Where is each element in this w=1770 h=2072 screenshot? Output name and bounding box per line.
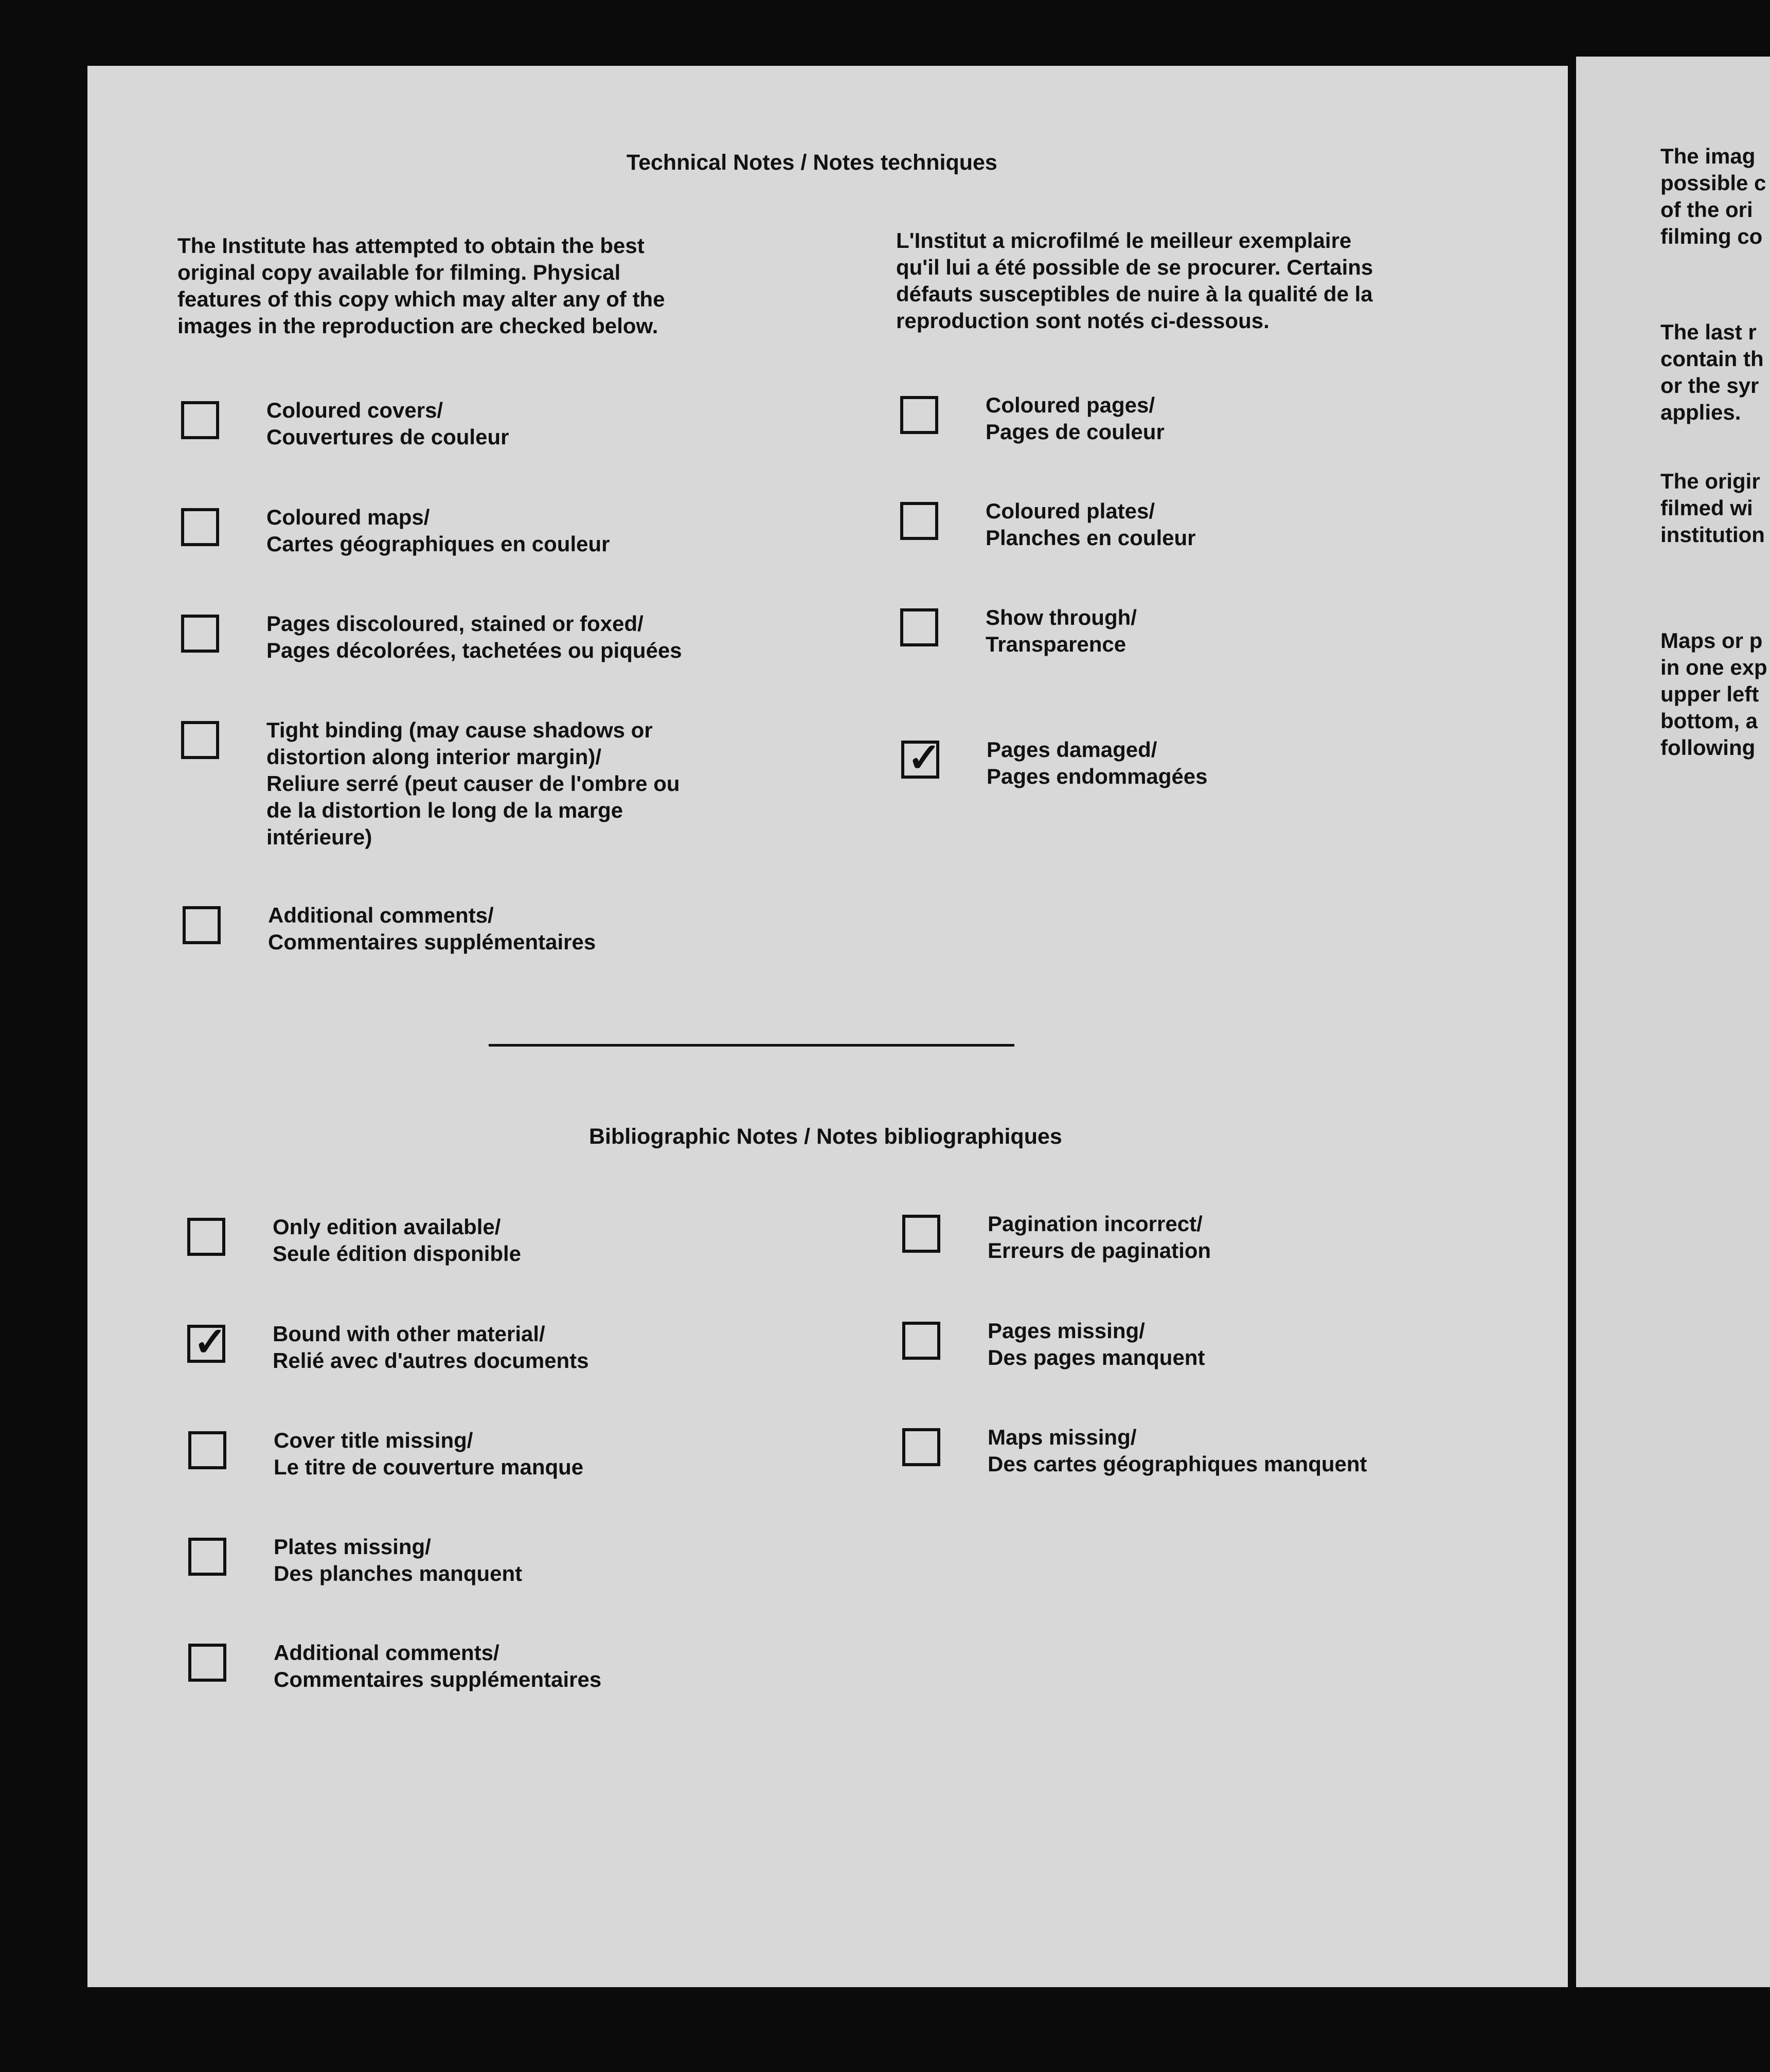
checkbox[interactable]: [900, 502, 938, 540]
item-label: Plates missing/ Des planches manquent: [274, 1535, 523, 1585]
technical-notes-sheet: [87, 66, 1568, 1987]
item-label: Only edition available/ Seule édition disponible: [273, 1215, 522, 1266]
item-label: Additional comments/ Commentaires supplémentaires: [268, 903, 596, 954]
item-label: Pages missing/ Des pages manquent: [988, 1319, 1205, 1370]
item-label: Coloured pages/ Pages de couleur: [986, 393, 1165, 444]
item-label: Additional comments/ Commentaires supplémentaires: [274, 1641, 602, 1691]
next-page-paragraph: Maps or p in one exp upper left bottom, a following: [1660, 628, 1767, 760]
intro-en-line: The Institute has attempted to obtain the best: [177, 233, 645, 258]
checkbox[interactable]: [902, 1322, 940, 1360]
technical-notes-heading: Technical Notes / Notes techniques: [627, 150, 997, 175]
intro-french: [896, 227, 1373, 334]
item-label: Coloured covers/ Couvertures de couleur: [266, 398, 509, 449]
item-label: Bound with other material/ Relié avec d'autres documents: [273, 1322, 589, 1373]
checkbox[interactable]: [188, 1644, 226, 1682]
checkbox[interactable]: [187, 1218, 225, 1256]
check-mark-icon: ✓: [907, 735, 941, 780]
checkbox[interactable]: [181, 615, 219, 653]
intro-fr-line: défauts susceptibles de nuire à la qualité de la: [896, 282, 1373, 306]
next-page-paragraph: The last r contain th or the syr applies.: [1660, 320, 1764, 424]
item-label: Pages damaged/ Pages endommagées: [987, 737, 1208, 788]
checkbox[interactable]: [900, 396, 938, 434]
checkbox-checked[interactable]: [187, 1319, 227, 1364]
intro-en-line: features of this copy which may alter any of the: [177, 287, 665, 311]
checkbox-checked[interactable]: [901, 735, 941, 780]
item-label: Show through/ Transparence: [986, 605, 1137, 656]
intro-fr-line: qu'il lui a été possible de se procurer. Certains: [896, 255, 1373, 279]
intro-fr-line: reproduction sont notés ci-dessous.: [896, 309, 1270, 333]
checkbox[interactable]: [181, 401, 219, 439]
checkbox[interactable]: [183, 906, 221, 944]
item-label: Coloured plates/ Planches en couleur: [986, 499, 1196, 550]
item-label: Tight binding (may cause shadows or distortion along interior margin)/ Reliure serré (peut causer de l'ombre ou de la distortion le long de la marge intérieure): [266, 718, 680, 849]
next-page-paragraph: The origir filmed wi institution: [1660, 469, 1765, 547]
item-label: Coloured maps/ Cartes géographiques en couleur: [266, 505, 610, 556]
section-divider: [489, 1044, 1014, 1047]
intro-fr-line: L'Institut a microfilmé le meilleur exemplaire: [896, 228, 1352, 253]
intro-en-line: images in the reproduction are checked below.: [177, 314, 658, 338]
next-page-paragraph: The imag possible c of the ori filming co: [1660, 144, 1766, 248]
intro-english: [177, 232, 665, 339]
item-label: Cover title missing/ Le titre de couverture manque: [274, 1428, 584, 1479]
checkbox[interactable]: [188, 1538, 226, 1576]
item-label: Maps missing/ Des cartes géographiques manquent: [988, 1425, 1367, 1476]
item-label: Pages discoloured, stained or foxed/ Pages décolorées, tachetées ou piquées: [266, 611, 682, 662]
checkbox[interactable]: [181, 721, 219, 759]
item-label: Pagination incorrect/ Erreurs de pagination: [988, 1212, 1211, 1263]
checkbox[interactable]: [900, 608, 938, 646]
checkbox[interactable]: [181, 508, 219, 546]
intro-en-line: original copy available for filming. Physical: [177, 260, 621, 284]
checkbox[interactable]: [902, 1428, 940, 1466]
bibliographic-notes-heading: Bibliographic Notes / Notes bibliographiques: [589, 1124, 1062, 1149]
checkbox[interactable]: [902, 1215, 940, 1253]
check-mark-icon: ✓: [193, 1319, 227, 1364]
checkbox[interactable]: [188, 1431, 226, 1469]
